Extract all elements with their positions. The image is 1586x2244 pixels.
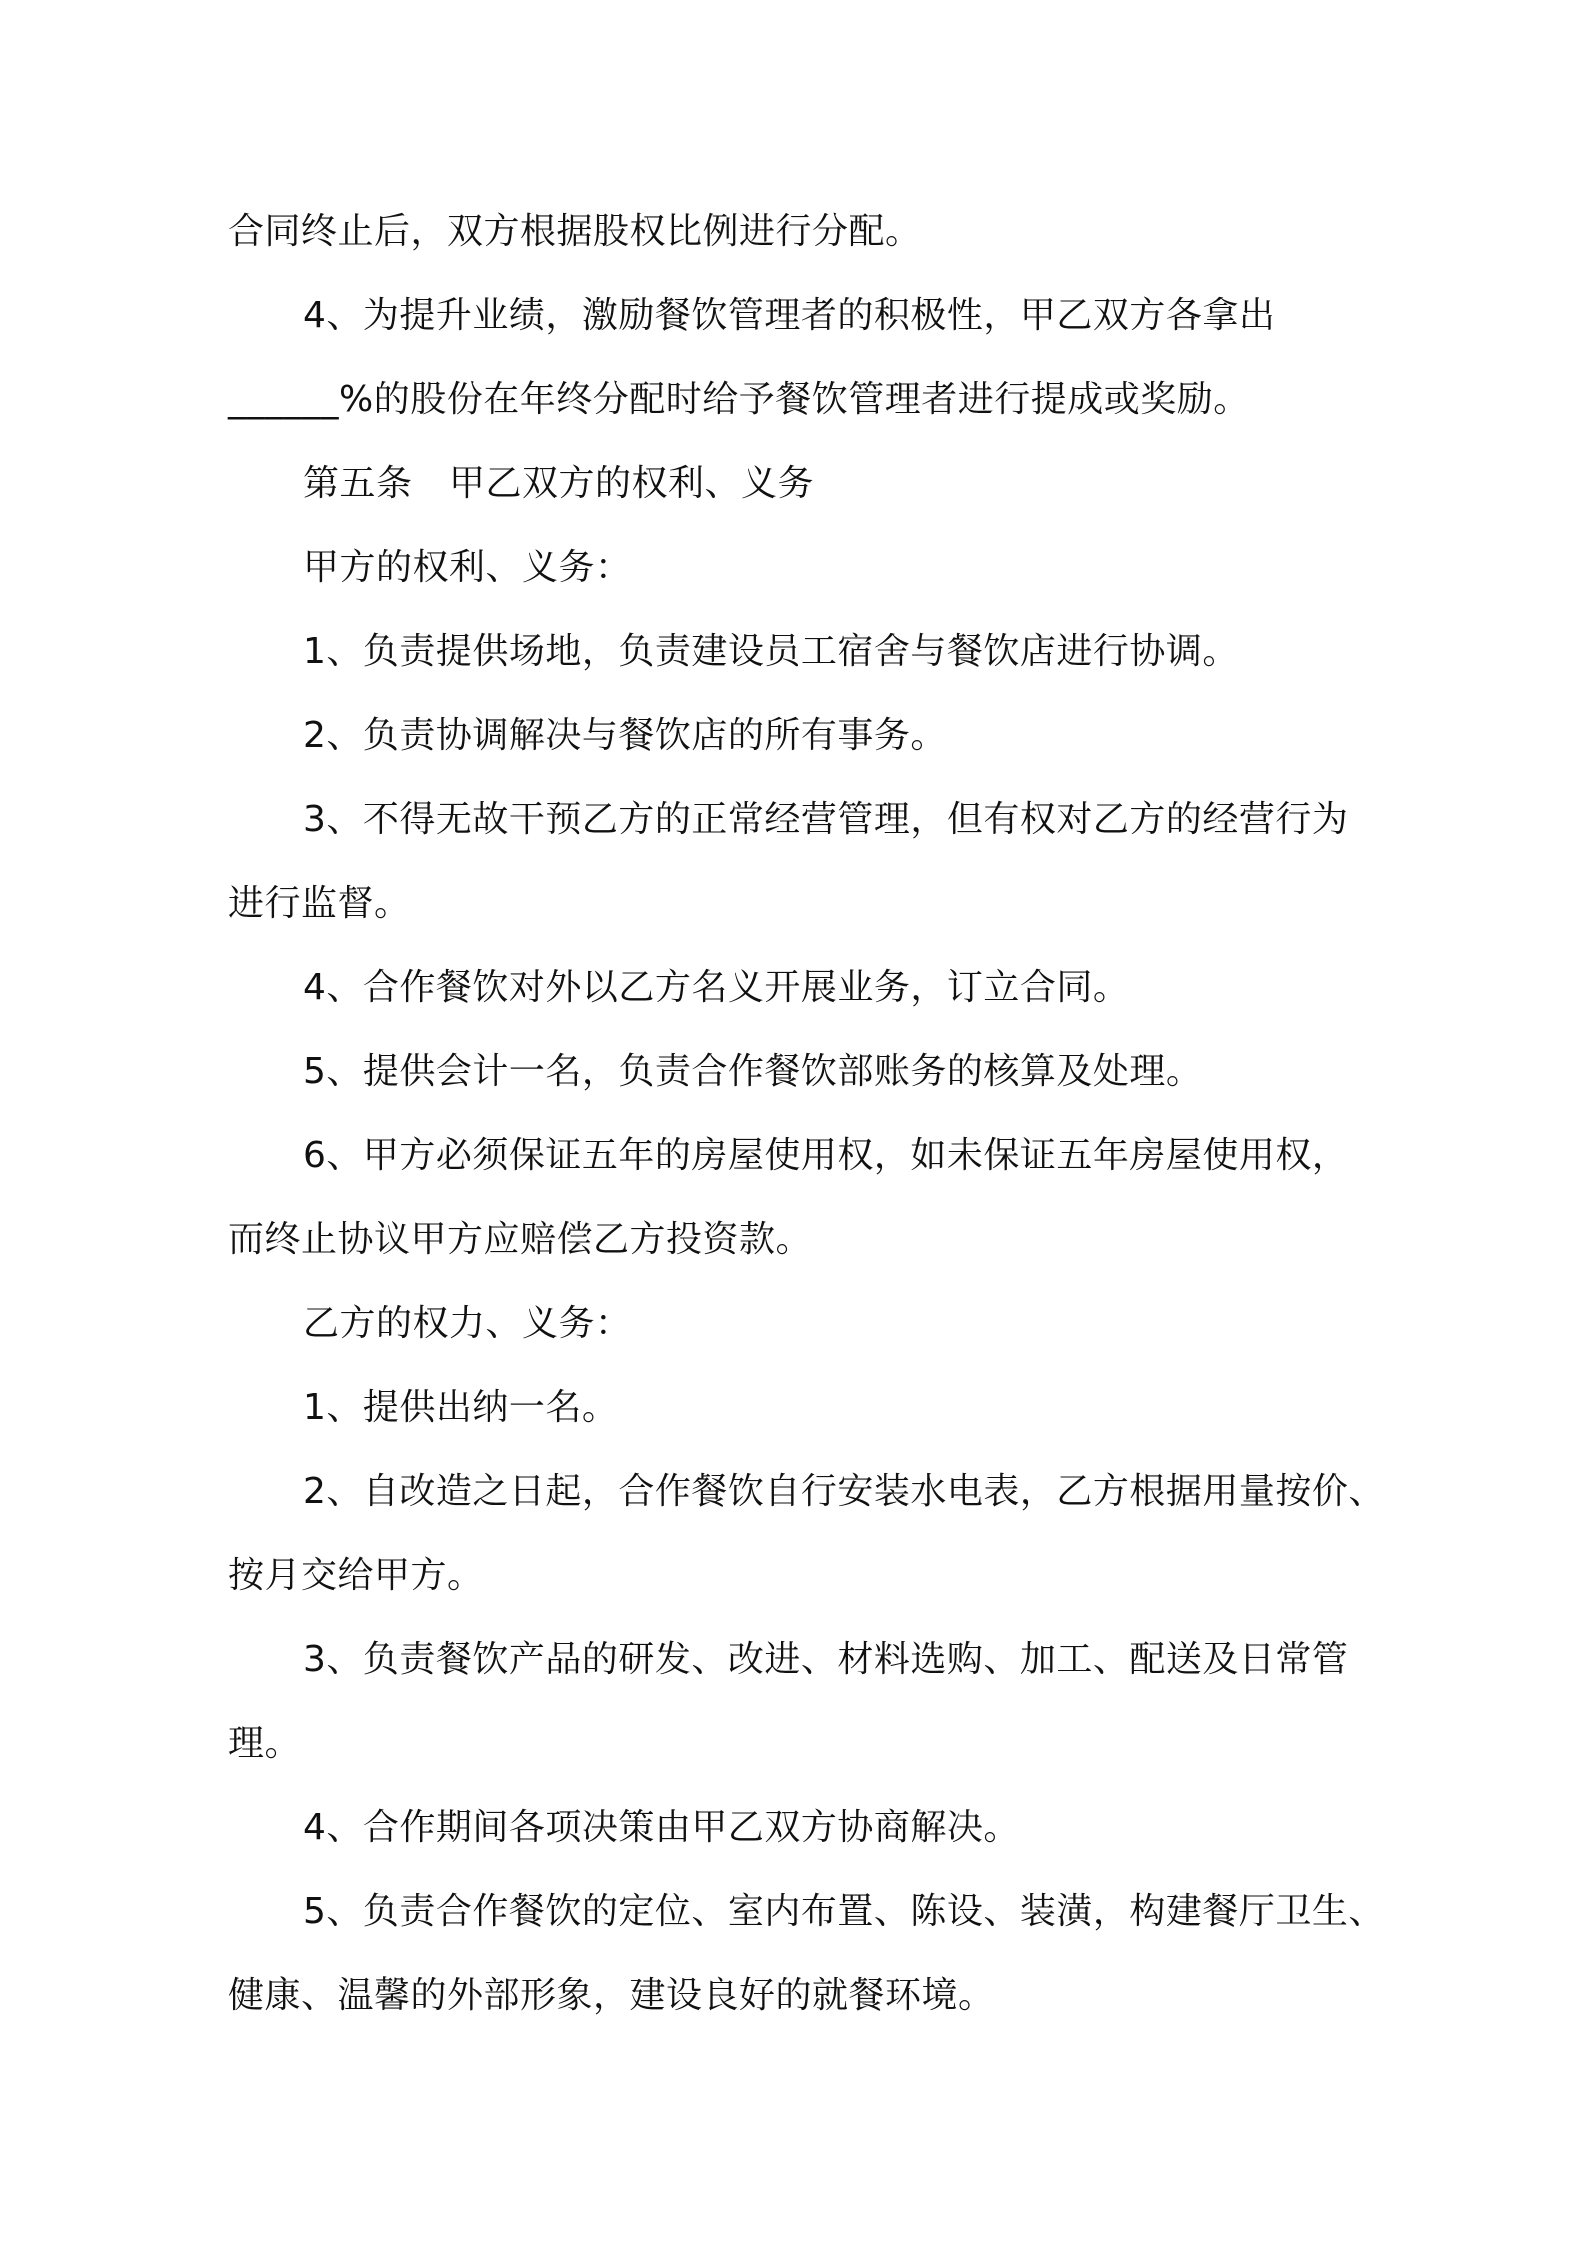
clause-4-line-1: 4、为提升业绩，激励餐饮管理者的积极性，甲乙双方各拿出 [303,295,1276,336]
party-b-item-1: 1、提供出纳一名。 [303,1387,619,1428]
party-a-item-4: 4、合作餐饮对外以乙方名义开展业务，订立合同。 [303,967,1130,1008]
party-a-item-3-line-1: 3、不得无故干预乙方的正常经营管理，但有权对乙方的经营行为 [303,799,1349,840]
party-a-item-1: 1、负责提供场地，负责建设员工宿舍与餐饮店进行协调。 [303,631,1239,672]
party-a-item-3-line-2: 进行监督。 [228,883,411,924]
party-b-item-2-line-1: 2、自改造之日起，合作餐饮自行安装水电表，乙方根据用量按价、 [303,1471,1385,1512]
party-b-item-5-line-1: 5、负责合作餐饮的定位、室内布置、陈设、装潢，构建餐厅卫生、 [303,1891,1385,1932]
party-b-item-4: 4、合作期间各项决策由甲乙双方协商解决。 [303,1807,1020,1848]
party-b-heading: 乙方的权力、义务： [303,1303,632,1344]
party-a-item-6-line-2: 而终止协议甲方应赔偿乙方投资款。 [228,1219,813,1260]
document-body [228,190,1385,2038]
party-b-item-2-line-2: 按月交给甲方。 [228,1555,484,1596]
party-a-item-5: 5、提供会计一名，负责合作餐饮部账务的核算及处理。 [303,1051,1203,1092]
party-b-item-5-line-2: 健康、温馨的外部形象，建设良好的就餐环境。 [228,1975,995,2016]
party-b-item-3-line-1: 3、负责餐饮产品的研发、改进、材料选购、加工、配送及日常管 [303,1639,1349,1680]
party-a-item-2: 2、负责协调解决与餐饮店的所有事务。 [303,715,947,756]
party-b-item-3-line-2: 理。 [228,1723,302,1764]
party-a-heading: 甲方的权利、义务： [303,547,632,588]
party-a-item-6-line-1: 6、甲方必须保证五年的房屋使用权，如未保证五年房屋使用权， [303,1135,1349,1176]
paragraph-line: 合同终止后，双方根据股权比例进行分配。 [228,211,922,252]
article-5-heading: 第五条 甲乙双方的权利、义务 [303,463,815,504]
clause-4-line-2: ______%的股份在年终分配时给予餐饮管理者进行提成或奖励。 [228,379,1250,420]
